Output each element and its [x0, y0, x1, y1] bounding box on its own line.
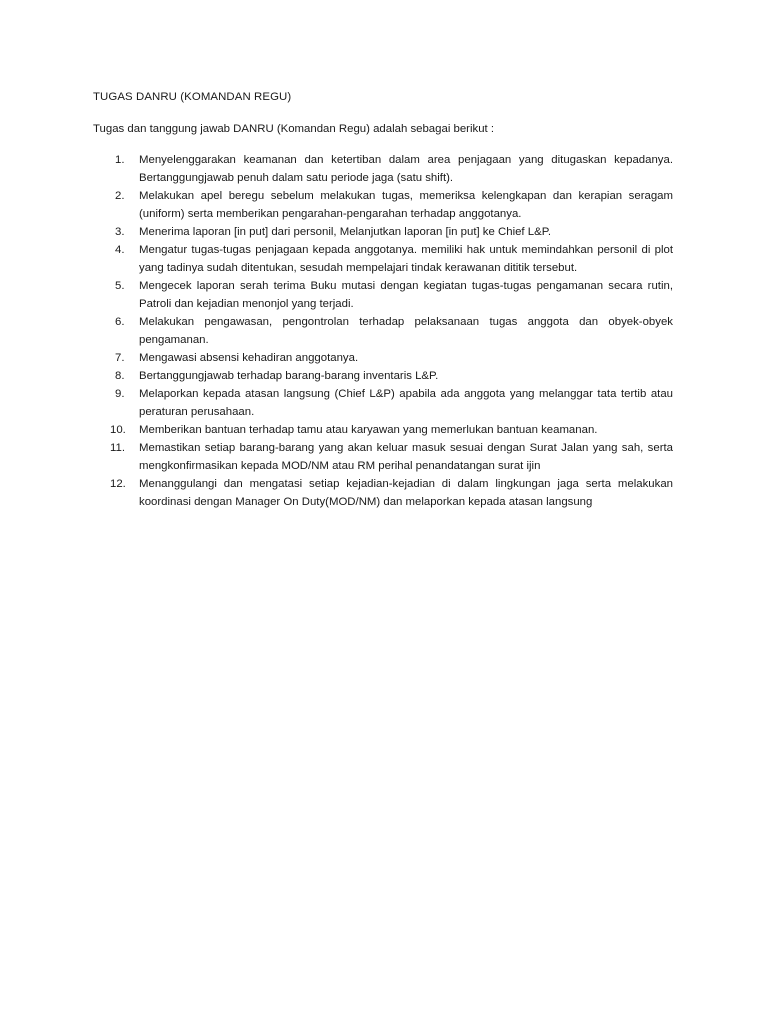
- task-number: 5.: [115, 280, 125, 292]
- task-number: 3.: [115, 226, 125, 238]
- task-text: Melaporkan kepada atasan langsung (Chief L&P) apabila ada anggota yang melanggar tata tertib atau peraturan perusahaan.: [139, 388, 673, 418]
- task-number: 9.: [115, 388, 125, 400]
- task-text: Melakukan pengawasan, pengontrolan terhadap pelaksanaan tugas anggota dan obyek-obyek pengamanan.: [139, 316, 673, 346]
- task-item: [93, 187, 673, 223]
- task-number: 7.: [115, 352, 125, 364]
- task-text: Memastikan setiap barang-barang yang akan keluar masuk sesuai dengan Surat Jalan yang sah, serta mengkonfirmasikan kepada MOD/NM atau RM perihal penandatangan surat ijin: [139, 442, 673, 472]
- task-item: [93, 223, 673, 241]
- task-number: 6.: [115, 316, 125, 328]
- intro-paragraph: Tugas dan tanggung jawab DANRU (Komandan Regu) adalah sebagai berikut :: [93, 123, 495, 135]
- task-item: [93, 277, 673, 313]
- task-number: 4.: [115, 244, 125, 256]
- task-item: [93, 421, 673, 439]
- task-number: 10.: [110, 424, 126, 436]
- task-number: 12.: [110, 478, 126, 490]
- task-item: [93, 313, 673, 349]
- task-text: Memberikan bantuan terhadap tamu atau karyawan yang memerlukan bantuan keamanan.: [139, 424, 598, 436]
- task-text: Mengawasi absensi kehadiran anggotanya.: [139, 352, 359, 364]
- document-title: TUGAS DANRU (KOMANDAN REGU): [93, 91, 292, 103]
- task-text: Bertanggungjawab terhadap barang-barang inventaris L&P.: [139, 370, 439, 382]
- task-item: [93, 367, 673, 385]
- task-item: [93, 475, 673, 511]
- task-text: Mengecek laporan serah terima Buku mutasi dengan kegiatan tugas-tugas pengamanan secara rutin, Patroli dan kejadian menonjol yang terjadi.: [139, 280, 673, 310]
- task-number: 11.: [110, 442, 125, 454]
- task-text: Melakukan apel beregu sebelum melakukan tugas, memeriksa kelengkapan dan kerapian seragam (uniform) serta memberikan pengarahan-pengarahan terhadap anggotanya.: [139, 190, 673, 220]
- task-text: Menyelenggarakan keamanan dan ketertiban dalam area penjagaan yang ditugaskan kepadanya. Bertanggungjawab penuh dalam satu periode jaga (satu shift).: [139, 154, 673, 184]
- task-number: 1.: [115, 154, 125, 166]
- task-text: Menerima laporan [in put] dari personil, Melanjutkan laporan [in put] ke Chief L&P.: [139, 226, 551, 238]
- document-body: [93, 88, 673, 511]
- task-number: 8.: [115, 370, 125, 382]
- task-item: [93, 439, 673, 475]
- task-list: [93, 151, 673, 511]
- task-item: [93, 151, 673, 187]
- task-item: [93, 241, 673, 277]
- task-number: 2.: [115, 190, 125, 202]
- task-item: [93, 349, 673, 367]
- task-text: Menanggulangi dan mengatasi setiap kejadian-kejadian di dalam lingkungan jaga serta melakukan koordinasi dengan Manager On Duty(MOD/NM) dan melaporkan kepada atasan langsung: [139, 478, 673, 508]
- task-item: [93, 385, 673, 421]
- task-text: Mengatur tugas-tugas penjagaan kepada anggotanya. memiliki hak untuk memindahkan personil di plot yang tadinya sudah ditentukan, sesudah mempelajari tindak kerawanan dititik tersebut.: [139, 244, 673, 274]
